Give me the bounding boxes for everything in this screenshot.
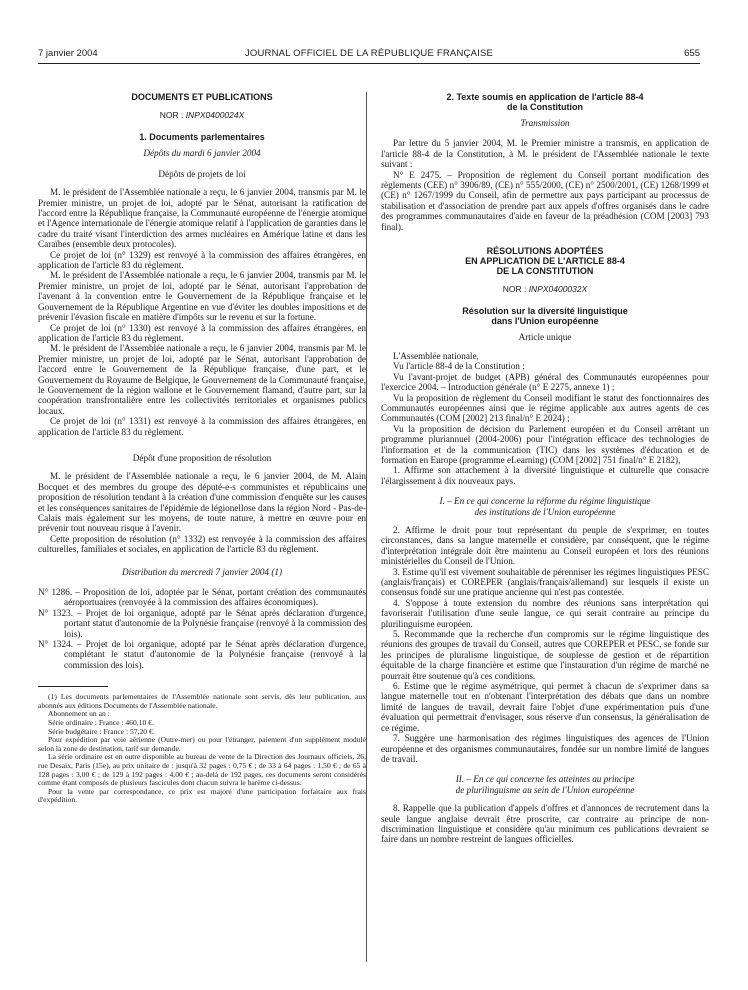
- paragraph: 1. Affirme son attachement à la diversité linguistique et culturelle que consacre l'élargissement à dix nouveaux pays.: [381, 465, 709, 486]
- column-separator: [366, 92, 367, 962]
- paragraph: 8. Rappelle que la publication d'appels d'offres et d'annonces de recrutement dans la seule langue anglaise devrait être proscrite, car contraire au principe de non-discrimination linguistique et considère qu'au minimum ces publications devraient se faire dans un nombre restreint de langues officielles.: [381, 803, 709, 845]
- footnote: La série ordinaire est en outre disponible au bureau de vente de la Direction des Journaux officiels, 26, rue Desaix, Paris (15e), au prix unitaire de : jusqu'à 32 pages : 0,75 € ; de 33 à 64 pages : 1,50 € ; de 65 à 128 pages : 3,00 € ; de 129 à 192 pages : 4,00 € ; au-delà de 192 pages, ces documents seront considérés comme étant composés de plusieurs fascicules dont chacun suivra le barème ci-dessus.: [38, 752, 366, 788]
- header-journal-title: JOURNAL OFFICIEL DE LA RÉPUBLIQUE FRANÇAISE: [244, 48, 494, 59]
- right-column: [381, 92, 709, 845]
- list-item: N° 1324. – Projet de loi organique, adopté par le Sénat après déclaration d'urgence, complétant le statut d'autonomie de la Polynésie française (renvoyé à la commission des lois).: [38, 639, 366, 670]
- paragraph: Vu l'article 88-4 de la Constitution ;: [393, 361, 525, 372]
- paragraph: 6. Estime que le régime asymétrique, qui permet à chacun de s'exprimer dans sa langue maternelle tout en n'obtenant l'interprétation des débats que dans un nombre limité de langues de travail, devrait faire l'objet d'une expérimentation puis d'une évaluation qui permettrait d'envisager, sous réserve d'un consensus, la généralisation de ce régime.: [381, 681, 709, 733]
- paragraph: Vu la proposition de règlement du Conseil modifiant le statut des fonctionnaires des Communautés européennes ainsi que le régime applicable aux autres agents de ces Communautés (COM [2002] 213 final/n° E 2024) ;: [381, 392, 709, 424]
- nor-reference: NOR : INPX0400032X: [502, 284, 588, 295]
- paragraph: Cette proposition de résolution (n° 1332) est renvoyée à la commission des affaires culturelles, familiales et sociales, en application de l'article 83 du règlement.: [38, 533, 366, 555]
- depot-lois-heading: Dépôts de projets de loi: [158, 168, 246, 179]
- list-item: N° 1286. – Proposition de loi, adoptée par le Sénat, portant création des communautés aéroportuaires (renvoyée à la commission des affaires économiques).: [38, 587, 366, 608]
- article-heading: Article unique: [518, 332, 572, 343]
- part-heading: des institutions de l'Union européenne: [474, 506, 616, 517]
- paragraph: Vu la proposition de décision du Parlement européen et du Conseil arrêtant un programme pluriannuel (2004-2006) pour l'intégration efficace des technologies de l'information et de la communication (TIC) dans les systèmes d'éducation et de formation en Europe (programme eLearning) (COM [2002] 751 final/n° E 2182),: [381, 423, 709, 465]
- footnote: Abonnement un an :: [48, 709, 110, 719]
- resolutions-title: RÉSOLUTIONS ADOPTÉES: [486, 246, 604, 257]
- page-number: 655: [684, 48, 700, 59]
- resolutions-title: EN APPLICATION DE L'ARTICLE 88-4: [465, 256, 625, 267]
- part-heading: II. – En ce qui concerne les atteintes au principe: [455, 774, 635, 785]
- resolution-title: dans l'Union européenne: [491, 316, 599, 327]
- header-date: 7 janvier 2004: [38, 48, 98, 59]
- part-heading: I. – En ce qui concerne la réforme du régime linguistique: [439, 496, 651, 507]
- paragraph: L'Assemblée nationale,: [393, 350, 479, 361]
- paragraph: Vu l'avant-projet de budget (APB) général des Communautés européennes pour l'exercice 2004. – Introduction générale (n° E 2275, annexe 1) ;: [381, 371, 709, 393]
- footnote: Pour expédition par voie aérienne (Outre-mer) ou pour l'étranger, paiement d'un supplément modulé selon la zone de destination, tarif sur demande.: [38, 735, 366, 753]
- paragraph: M. le président de l'Assemblée nationale a reçu, le 6 janvier 2004, transmis par M. le Premier ministre, un projet de loi, adopté par le Sénat, autorisant l'approbation de l'accord entre le Gouvernement de la République française, d'une part, et le Gouvernement du Royaume de Belgique, le Gouvernement de la Communauté française, le Gouvernement de la région wallone et le Gouvernement flamand, d'autre part, sur la coopération transfrontalière entre les collectivités territoriales et organismes publics locaux.: [38, 343, 366, 416]
- footnotes: [38, 693, 366, 805]
- paragraph: N° E 2475. – Proposition de règlement du Conseil portant modification des règlements (CEE) n° 3906/89, (CE) n° 555/2000, (CE) n° 2500/2001, (CE) 1268/1999 et (CE) n° 1267/1999 du Conseil, afin de permettre aux pays participant au processus de stabilisation et d'association de prendre part aux appels d'offres organisés dans le cadre des programmes communautaires d'aide en faveur de la préadhésion (COM [2003] 793 final).: [381, 169, 709, 232]
- resolution-title: Résolution sur la diversité linguistique: [462, 306, 628, 317]
- distribution-heading: Distribution du mercredi 7 janvier 2004 (1): [121, 566, 283, 577]
- part-heading: de plurilinguisme au sein de l'Union européenne: [455, 784, 635, 795]
- resolutions-title: DE LA CONSTITUTION: [496, 266, 594, 277]
- paragraph: 5. Recommande que la recherche d'un compromis sur le régime linguistique des réunions des groupes de travail du Conseil, autres que COREPER et PESC, se fonde sur les principes de pluralisme linguistique, de souplesse de gestion et de répartition équitable de la charge financière et estime que l'instauration d'un régime de marché ne pourrait être soutenue qu'à ces conditions.: [381, 629, 709, 681]
- section-title: de la Constitution: [507, 102, 583, 112]
- header-rule: [38, 63, 700, 64]
- list-item: N° 1323. – Projet de loi organique, adopté par le Sénat après déclaration d'urgence, portant statut d'autonomie de la Polynésie française (renvoyé à la commission des lois).: [38, 607, 366, 639]
- paragraph: M. le président de l'Assemblée nationale a reçu, le 6 janvier 2004, de M. Alain Bocquet et des membres du groupe des député-e-s communistes et républicains une proposition de résolution tendant à la création d'une commission d'enquête sur les causes et les conséquences sanitaires de l'épidémie de légionellose dans la région Nord - Pas-de-Calais mais également sur les moyens, de toute nature, à mettre en œuvre pour en prévenir tout nouveau risque à l'avenir.: [38, 471, 366, 534]
- paragraph: Ce projet de loi (n° 1330) est renvoyé à la commission des affaires étrangères, en application de l'article 83 du règlement.: [38, 322, 366, 343]
- footnote: Pour la vente par correspondance, ce prix est majoré d'une participation forfaitaire aux frais d'expédition.: [38, 786, 366, 805]
- paragraph: M. le président de l'Assemblée nationale a reçu, le 6 janvier 2004, transmis par M. le Premier ministre, un projet de loi, adopté par le Sénat, autorisant l'approbation de l'avenant à la convention entre le Gouvernement de la République française et le Gouvernement de la République Argentine en vue d'éviter les doubles impositions et de prévenir l'évasion fiscale en matière d'impôts sur le revenu et sur la fortune.: [38, 270, 366, 323]
- subsection-title: 1. Documents parlementaires: [139, 132, 265, 143]
- paragraph: 2. Affirme le droit pour tout représentant du peuple de s'exprimer, en toutes circonstances, dans sa langue maternelle et considère, par conséquent, que le régime d'interprétation intégrale doit être maintenu au Conseil européen et lors des réunions ministérielles du Conseil de l'Union.: [381, 524, 709, 567]
- section-title: DOCUMENTS ET PUBLICATIONS: [131, 92, 273, 102]
- section-title: 2. Texte soumis en application de l'article 88-4: [446, 92, 644, 102]
- paragraph: Par lettre du 5 janvier 2004, M. le Premier ministre a transmis, en application de l'article 88-4 de la Constitution, à M. le président de l'Assemblée nationale le texte suivant :: [381, 138, 709, 170]
- footnote: Série ordinaire : France : 460,10 €.: [48, 718, 154, 728]
- footnote-rule: [38, 686, 108, 687]
- page-header: [38, 48, 700, 64]
- nor-reference: NOR : INPX0400024X: [159, 110, 245, 120]
- paragraph: 4. S'oppose à toute extension du nombre des réunions sans interprétation qui favoriserait l'utilisation d'une seule langue, ce qui serait contraire au principe du plurilinguisme européen.: [381, 597, 709, 629]
- depots-date: Dépôts du mardi 6 janvier 2004: [143, 148, 261, 159]
- footnote: (1) Les documents parlementaires de l'Assemblée nationale sont servis, dès leur publication, aux abonnés aux éditions Documents de l'Assemblée nationale.: [38, 692, 366, 710]
- left-column: [38, 92, 366, 805]
- transmission-heading: Transmission: [520, 118, 570, 128]
- depot-resolution-heading: Dépôt d'une proposition de résolution: [132, 452, 272, 463]
- paragraph: Ce projet de loi (n° 1329) est renvoyé à la commission des affaires étrangères, en application de l'article 83 du règlement.: [38, 249, 366, 271]
- footnote: Série budgétaire : France : 57,20 €.: [48, 726, 155, 736]
- paragraph: Ce projet de loi (n° 1331) est renvoyé à la commission des affaires étrangères, en application de l'article 83 du règlement.: [38, 416, 366, 437]
- paragraph: M. le président de l'Assemblée nationale a reçu, le 6 janvier 2004, transmis par M. le Premier ministre, un projet de loi, adopté par le Sénat, autorisant la ratification de l'accord entre la République française, la Communauté européenne de l'énergie atomique et l'Agence internationale de l'énergie atomique relatif à l'application de garanties dans le cadre du traité visant l'interdiction des armes nucléaires en Amérique latine et dans les Caraïbes (ensemble deux protocoles).: [38, 187, 366, 250]
- paragraph: 3. Estime qu'il est vivement souhaitable de pérenniser les régimes linguistiques PESC (anglais/français) et COREPER (anglais/français/allemand) sur lesquels il existe un consensus fondé sur une pratique ancienne qui n'est pas contestée.: [381, 566, 709, 598]
- paragraph: 7. Suggère une harmonisation des régimes linguistiques des agences de l'Union européenne et des organismes communautaires, fondée sur un nombre limité de langues de travail.: [381, 733, 709, 764]
